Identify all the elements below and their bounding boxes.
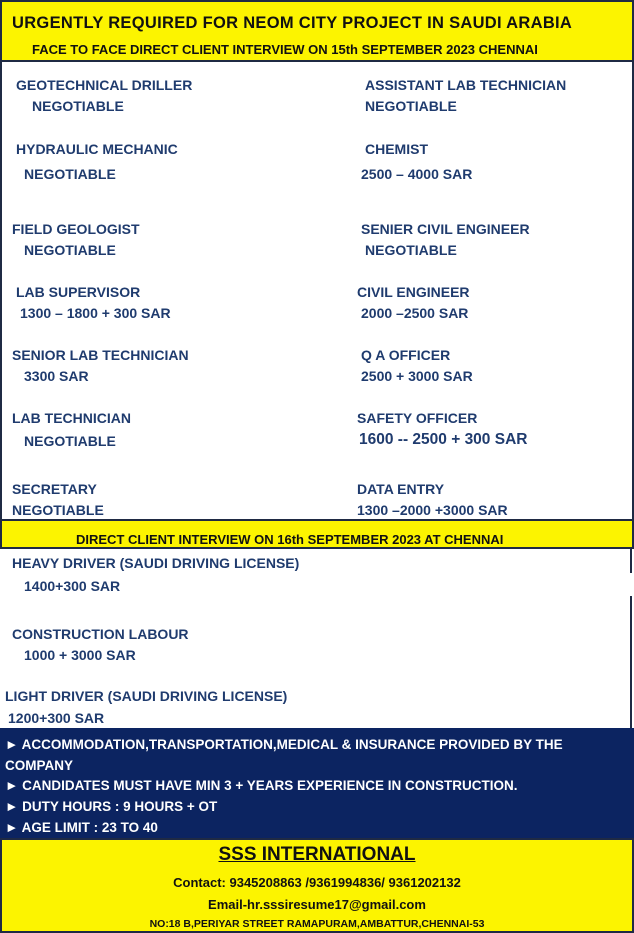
job-salary: 1200+300 SAR (8, 710, 105, 726)
benefit-item: ► ACCOMMODATION,TRANSPORTATION,MEDICAL & INSURANCE PROVIDED BY THE (5, 737, 563, 752)
job-salary: 1000 + 3000 SAR (24, 647, 136, 663)
job-title: GEOTECHNICAL DRILLER (16, 77, 193, 93)
page-title: URGENTLY REQUIRED FOR NEOM CITY PROJECT IN SAUDI ARABIA (12, 14, 573, 32)
job-title: LAB TECHNICIAN (12, 410, 131, 426)
job-salary: NEGOTIABLE (32, 98, 124, 114)
job-title: DATA ENTRY (357, 481, 445, 497)
benefit-item: COMPANY (5, 758, 74, 773)
company-address: NO:18 B,PERIYAR STREET RAMAPURAM,AMBATTUR,CHENNAI-53 (149, 918, 485, 930)
job-salary: 1300 – 1800 + 300 SAR (20, 305, 171, 321)
second-interview-heading: DIRECT CLIENT INTERVIEW ON 16th SEPTEMBER 2023 AT CHENNAI (76, 532, 504, 547)
job-title: CIVIL ENGINEER (357, 284, 470, 300)
benefit-item: ► DUTY HOURS : 9 HOURS + OT (5, 799, 218, 814)
job-title: SECRETARY (12, 481, 97, 497)
job-salary: NEGOTIABLE (365, 242, 457, 258)
divider (630, 549, 632, 573)
job-salary: NEGOTIABLE (12, 502, 104, 518)
job-title: Q A OFFICER (361, 347, 451, 363)
job-salary: NEGOTIABLE (24, 242, 116, 258)
job-title: SAFETY OFFICER (357, 410, 478, 426)
job-salary: 1400+300 SAR (24, 578, 121, 594)
contact-numbers: Contact: 9345208863 /9361994836/ 9361202132 (173, 875, 461, 890)
interview-subtitle: FACE TO FACE DIRECT CLIENT INTERVIEW ON 15th SEPTEMBER 2023 CHENNAI (32, 42, 538, 57)
benefit-item: ► CANDIDATES MUST HAVE MIN 3 + YEARS EXPERIENCE IN CONSTRUCTION. (5, 778, 518, 793)
company-name (0, 844, 634, 866)
job-title: CHEMIST (365, 141, 428, 157)
job-title: SENIOR LAB TECHNICIAN (12, 347, 189, 363)
job-title: FIELD GEOLOGIST (12, 221, 140, 237)
job-title: LIGHT DRIVER (SAUDI DRIVING LICENSE) (5, 688, 288, 704)
job-salary: 1600 -- 2500 + 300 SAR (359, 431, 528, 448)
job-salary: 2500 – 4000 SAR (361, 166, 473, 182)
job-salary: 1300 –2000 +3000 SAR (357, 502, 508, 518)
job-title: HYDRAULIC MECHANIC (16, 141, 178, 157)
company-name-text: SSS INTERNATIONAL (218, 844, 416, 865)
job-salary: 2500 + 3000 SAR (361, 368, 473, 384)
job-title: ASSISTANT LAB TECHNICIAN (365, 77, 567, 93)
job-title: LAB SUPERVISOR (16, 284, 141, 300)
job-title: HEAVY DRIVER (SAUDI DRIVING LICENSE) (12, 555, 300, 571)
divider (630, 596, 632, 728)
job-title: CONSTRUCTION LABOUR (12, 626, 189, 642)
job-salary: NEGOTIABLE (365, 98, 457, 114)
job-salary: 2000 –2500 SAR (361, 305, 469, 321)
job-title: SENIER CIVIL ENGINEER (361, 221, 530, 237)
contact-email: Email-hr.sssiresume17@gmail.com (208, 897, 426, 912)
job-salary: 3300 SAR (24, 368, 89, 384)
benefit-item: ► AGE LIMIT : 23 TO 40 (5, 820, 158, 835)
job-salary: NEGOTIABLE (24, 433, 116, 449)
job-salary: NEGOTIABLE (24, 166, 116, 182)
